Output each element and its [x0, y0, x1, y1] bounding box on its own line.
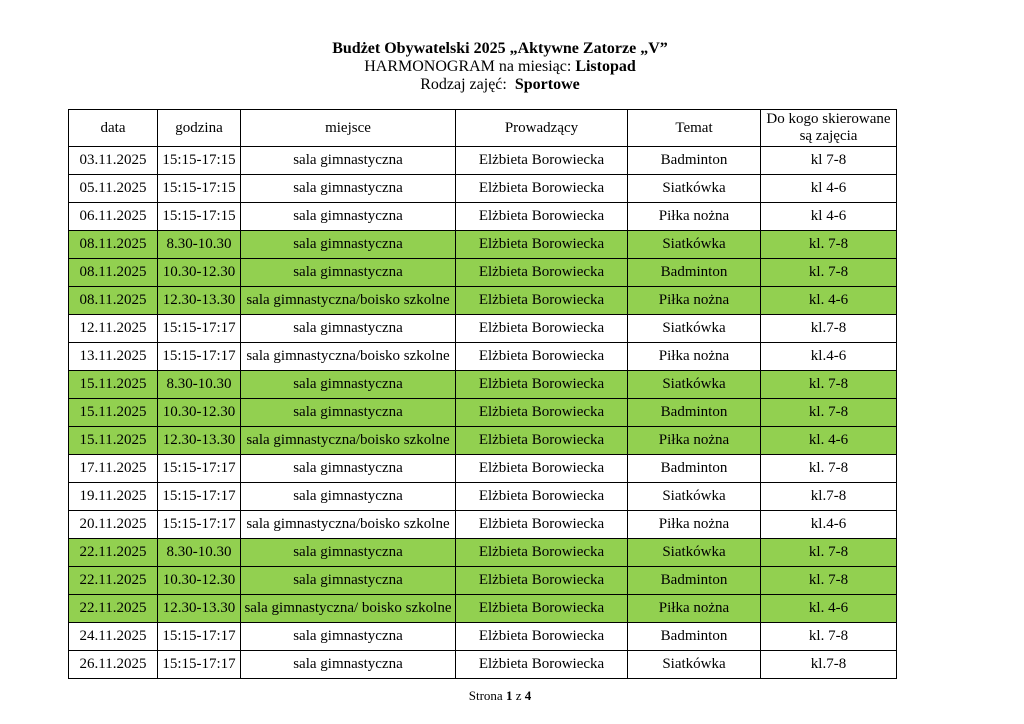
cell-topic: Piłka nożna: [628, 203, 761, 231]
table-row: [69, 231, 897, 259]
footer-total-pages: 4: [524, 688, 532, 703]
cell-date: 08.11.2025: [69, 231, 158, 259]
cell-topic: Piłka nożna: [628, 287, 761, 315]
cell-date: 03.11.2025: [69, 147, 158, 175]
table-header-row: [69, 110, 897, 147]
cell-instructor: Elżbieta Borowiecka: [456, 203, 628, 231]
header-cell-place: miejsce: [241, 110, 456, 147]
cell-audience: kl 4-6: [761, 175, 897, 203]
cell-place: sala gimnastyczna: [241, 623, 456, 651]
table-row: [69, 175, 897, 203]
cell-place: sala gimnastyczna/boisko szkolne: [241, 511, 456, 539]
cell-place: sala gimnastyczna/boisko szkolne: [241, 427, 456, 455]
cell-audience: kl. 7-8: [761, 231, 897, 259]
table-row: [69, 287, 897, 315]
cell-audience: kl. 7-8: [761, 259, 897, 287]
table-row: [69, 399, 897, 427]
table-row: [69, 343, 897, 371]
cell-instructor: Elżbieta Borowiecka: [456, 147, 628, 175]
cell-topic: Siatkówka: [628, 539, 761, 567]
cell-place: sala gimnastyczna: [241, 371, 456, 399]
cell-instructor: Elżbieta Borowiecka: [456, 511, 628, 539]
cell-topic: Siatkówka: [628, 483, 761, 511]
cell-audience: kl. 4-6: [761, 287, 897, 315]
cell-place: sala gimnastyczna: [241, 315, 456, 343]
cell-topic: Piłka nożna: [628, 595, 761, 623]
cell-instructor: Elżbieta Borowiecka: [456, 231, 628, 259]
table-row: [69, 427, 897, 455]
header-cell-instructor: Prowadzący: [456, 110, 628, 147]
cell-topic: Piłka nożna: [628, 511, 761, 539]
cell-instructor: Elżbieta Borowiecka: [456, 567, 628, 595]
table-row: [69, 315, 897, 343]
cell-date: 15.11.2025: [69, 399, 158, 427]
page-title: Budżet Obywatelski 2025 „Aktywne Zatorze „V”: [332, 40, 668, 57]
cell-audience: kl. 7-8: [761, 455, 897, 483]
schedule-table: [68, 109, 897, 679]
cell-audience: kl. 7-8: [761, 539, 897, 567]
cell-time: 10.30-12.30: [158, 399, 241, 427]
header-cell-audience: Do kogo skierowane są zajęcia: [761, 110, 897, 147]
cell-audience: kl.7-8: [761, 315, 897, 343]
cell-time: 15:15-17:17: [158, 623, 241, 651]
cell-topic: Siatkówka: [628, 371, 761, 399]
cell-date: 06.11.2025: [69, 203, 158, 231]
cell-date: 05.11.2025: [69, 175, 158, 203]
cell-place: sala gimnastyczna: [241, 567, 456, 595]
cell-place: sala gimnastyczna: [241, 399, 456, 427]
cell-audience: kl 4-6: [761, 203, 897, 231]
subtitle-schedule: [0, 58, 1000, 76]
table-row: [69, 259, 897, 287]
cell-topic: Siatkówka: [628, 175, 761, 203]
cell-place: sala gimnastyczna: [241, 203, 456, 231]
cell-place: sala gimnastyczna/ boisko szkolne: [241, 595, 456, 623]
cell-topic: Badminton: [628, 399, 761, 427]
cell-topic: Siatkówka: [628, 651, 761, 679]
subtitle-type-value: Sportowe: [514, 76, 580, 93]
cell-place: sala gimnastyczna: [241, 259, 456, 287]
cell-audience: kl.7-8: [761, 483, 897, 511]
cell-instructor: Elżbieta Borowiecka: [456, 343, 628, 371]
document-header: [0, 40, 1000, 94]
footer-separator: z: [512, 688, 525, 703]
header-cell-topic: Temat: [628, 110, 761, 147]
cell-instructor: Elżbieta Borowiecka: [456, 399, 628, 427]
cell-date: 19.11.2025: [69, 483, 158, 511]
cell-topic: Piłka nożna: [628, 343, 761, 371]
table-row: [69, 511, 897, 539]
cell-instructor: Elżbieta Borowiecka: [456, 455, 628, 483]
cell-topic: Badminton: [628, 567, 761, 595]
cell-time: 15:15-17:17: [158, 511, 241, 539]
cell-instructor: Elżbieta Borowiecka: [456, 623, 628, 651]
cell-date: 12.11.2025: [69, 315, 158, 343]
cell-place: sala gimnastyczna: [241, 231, 456, 259]
cell-date: 13.11.2025: [69, 343, 158, 371]
table-row: [69, 147, 897, 175]
cell-topic: Badminton: [628, 259, 761, 287]
subtitle-type-prefix: Rodzaj zajęć:: [420, 76, 515, 93]
cell-date: 17.11.2025: [69, 455, 158, 483]
subtitle-month: Listopad: [575, 58, 636, 75]
subtitle-schedule-prefix: HARMONOGRAM na miesiąc:: [364, 58, 576, 75]
cell-time: 8.30-10.30: [158, 539, 241, 567]
cell-topic: Badminton: [628, 147, 761, 175]
cell-place: sala gimnastyczna: [241, 483, 456, 511]
cell-date: 15.11.2025: [69, 371, 158, 399]
cell-time: 15:15-17:17: [158, 455, 241, 483]
cell-time: 15:15-17:15: [158, 147, 241, 175]
cell-instructor: Elżbieta Borowiecka: [456, 483, 628, 511]
cell-instructor: Elżbieta Borowiecka: [456, 539, 628, 567]
table-row: [69, 595, 897, 623]
cell-audience: kl. 4-6: [761, 427, 897, 455]
cell-place: sala gimnastyczna: [241, 147, 456, 175]
cell-date: 22.11.2025: [69, 539, 158, 567]
cell-date: 22.11.2025: [69, 567, 158, 595]
cell-instructor: Elżbieta Borowiecka: [456, 427, 628, 455]
subtitle-activity-type: [0, 76, 1000, 94]
cell-place: sala gimnastyczna/boisko szkolne: [241, 343, 456, 371]
table-row: [69, 651, 897, 679]
cell-topic: Piłka nożna: [628, 427, 761, 455]
cell-place: sala gimnastyczna: [241, 539, 456, 567]
cell-audience: kl.4-6: [761, 511, 897, 539]
header-cell-date: data: [69, 110, 158, 147]
cell-time: 12.30-13.30: [158, 427, 241, 455]
table-row: [69, 567, 897, 595]
cell-time: 12.30-13.30: [158, 595, 241, 623]
cell-date: 22.11.2025: [69, 595, 158, 623]
cell-audience: kl. 7-8: [761, 567, 897, 595]
cell-time: 15:15-17:15: [158, 175, 241, 203]
cell-audience: kl.7-8: [761, 651, 897, 679]
cell-audience: kl. 7-8: [761, 623, 897, 651]
cell-instructor: Elżbieta Borowiecka: [456, 651, 628, 679]
cell-place: sala gimnastyczna/boisko szkolne: [241, 287, 456, 315]
cell-audience: kl. 4-6: [761, 595, 897, 623]
table-row: [69, 455, 897, 483]
header-cell-time: godzina: [158, 110, 241, 147]
cell-date: 26.11.2025: [69, 651, 158, 679]
cell-audience: kl. 7-8: [761, 399, 897, 427]
cell-instructor: Elżbieta Borowiecka: [456, 595, 628, 623]
table-row: [69, 539, 897, 567]
cell-time: 8.30-10.30: [158, 231, 241, 259]
footer-prefix: Strona: [468, 688, 506, 703]
cell-date: 08.11.2025: [69, 259, 158, 287]
cell-audience: kl. 7-8: [761, 371, 897, 399]
cell-time: 10.30-12.30: [158, 259, 241, 287]
cell-time: 12.30-13.30: [158, 287, 241, 315]
cell-time: 15:15-17:15: [158, 203, 241, 231]
page-footer: [0, 688, 1000, 704]
cell-audience: kl.4-6: [761, 343, 897, 371]
cell-time: 15:15-17:17: [158, 315, 241, 343]
cell-instructor: Elżbieta Borowiecka: [456, 175, 628, 203]
cell-place: sala gimnastyczna: [241, 175, 456, 203]
cell-topic: Siatkówka: [628, 231, 761, 259]
cell-topic: Badminton: [628, 455, 761, 483]
table-row: [69, 203, 897, 231]
cell-time: 15:15-17:17: [158, 651, 241, 679]
cell-place: sala gimnastyczna: [241, 651, 456, 679]
cell-date: 20.11.2025: [69, 511, 158, 539]
cell-instructor: Elżbieta Borowiecka: [456, 287, 628, 315]
cell-audience: kl 7-8: [761, 147, 897, 175]
cell-time: 15:15-17:17: [158, 483, 241, 511]
cell-instructor: Elżbieta Borowiecka: [456, 371, 628, 399]
cell-instructor: Elżbieta Borowiecka: [456, 259, 628, 287]
cell-place: sala gimnastyczna: [241, 455, 456, 483]
footer-page-number: 1: [505, 688, 513, 703]
cell-topic: Siatkówka: [628, 315, 761, 343]
cell-instructor: Elżbieta Borowiecka: [456, 315, 628, 343]
cell-time: 10.30-12.30: [158, 567, 241, 595]
cell-time: 15:15-17:17: [158, 343, 241, 371]
cell-time: 8.30-10.30: [158, 371, 241, 399]
table-row: [69, 483, 897, 511]
cell-date: 15.11.2025: [69, 427, 158, 455]
table-row: [69, 371, 897, 399]
cell-date: 24.11.2025: [69, 623, 158, 651]
cell-date: 08.11.2025: [69, 287, 158, 315]
cell-topic: Badminton: [628, 623, 761, 651]
table-row: [69, 623, 897, 651]
